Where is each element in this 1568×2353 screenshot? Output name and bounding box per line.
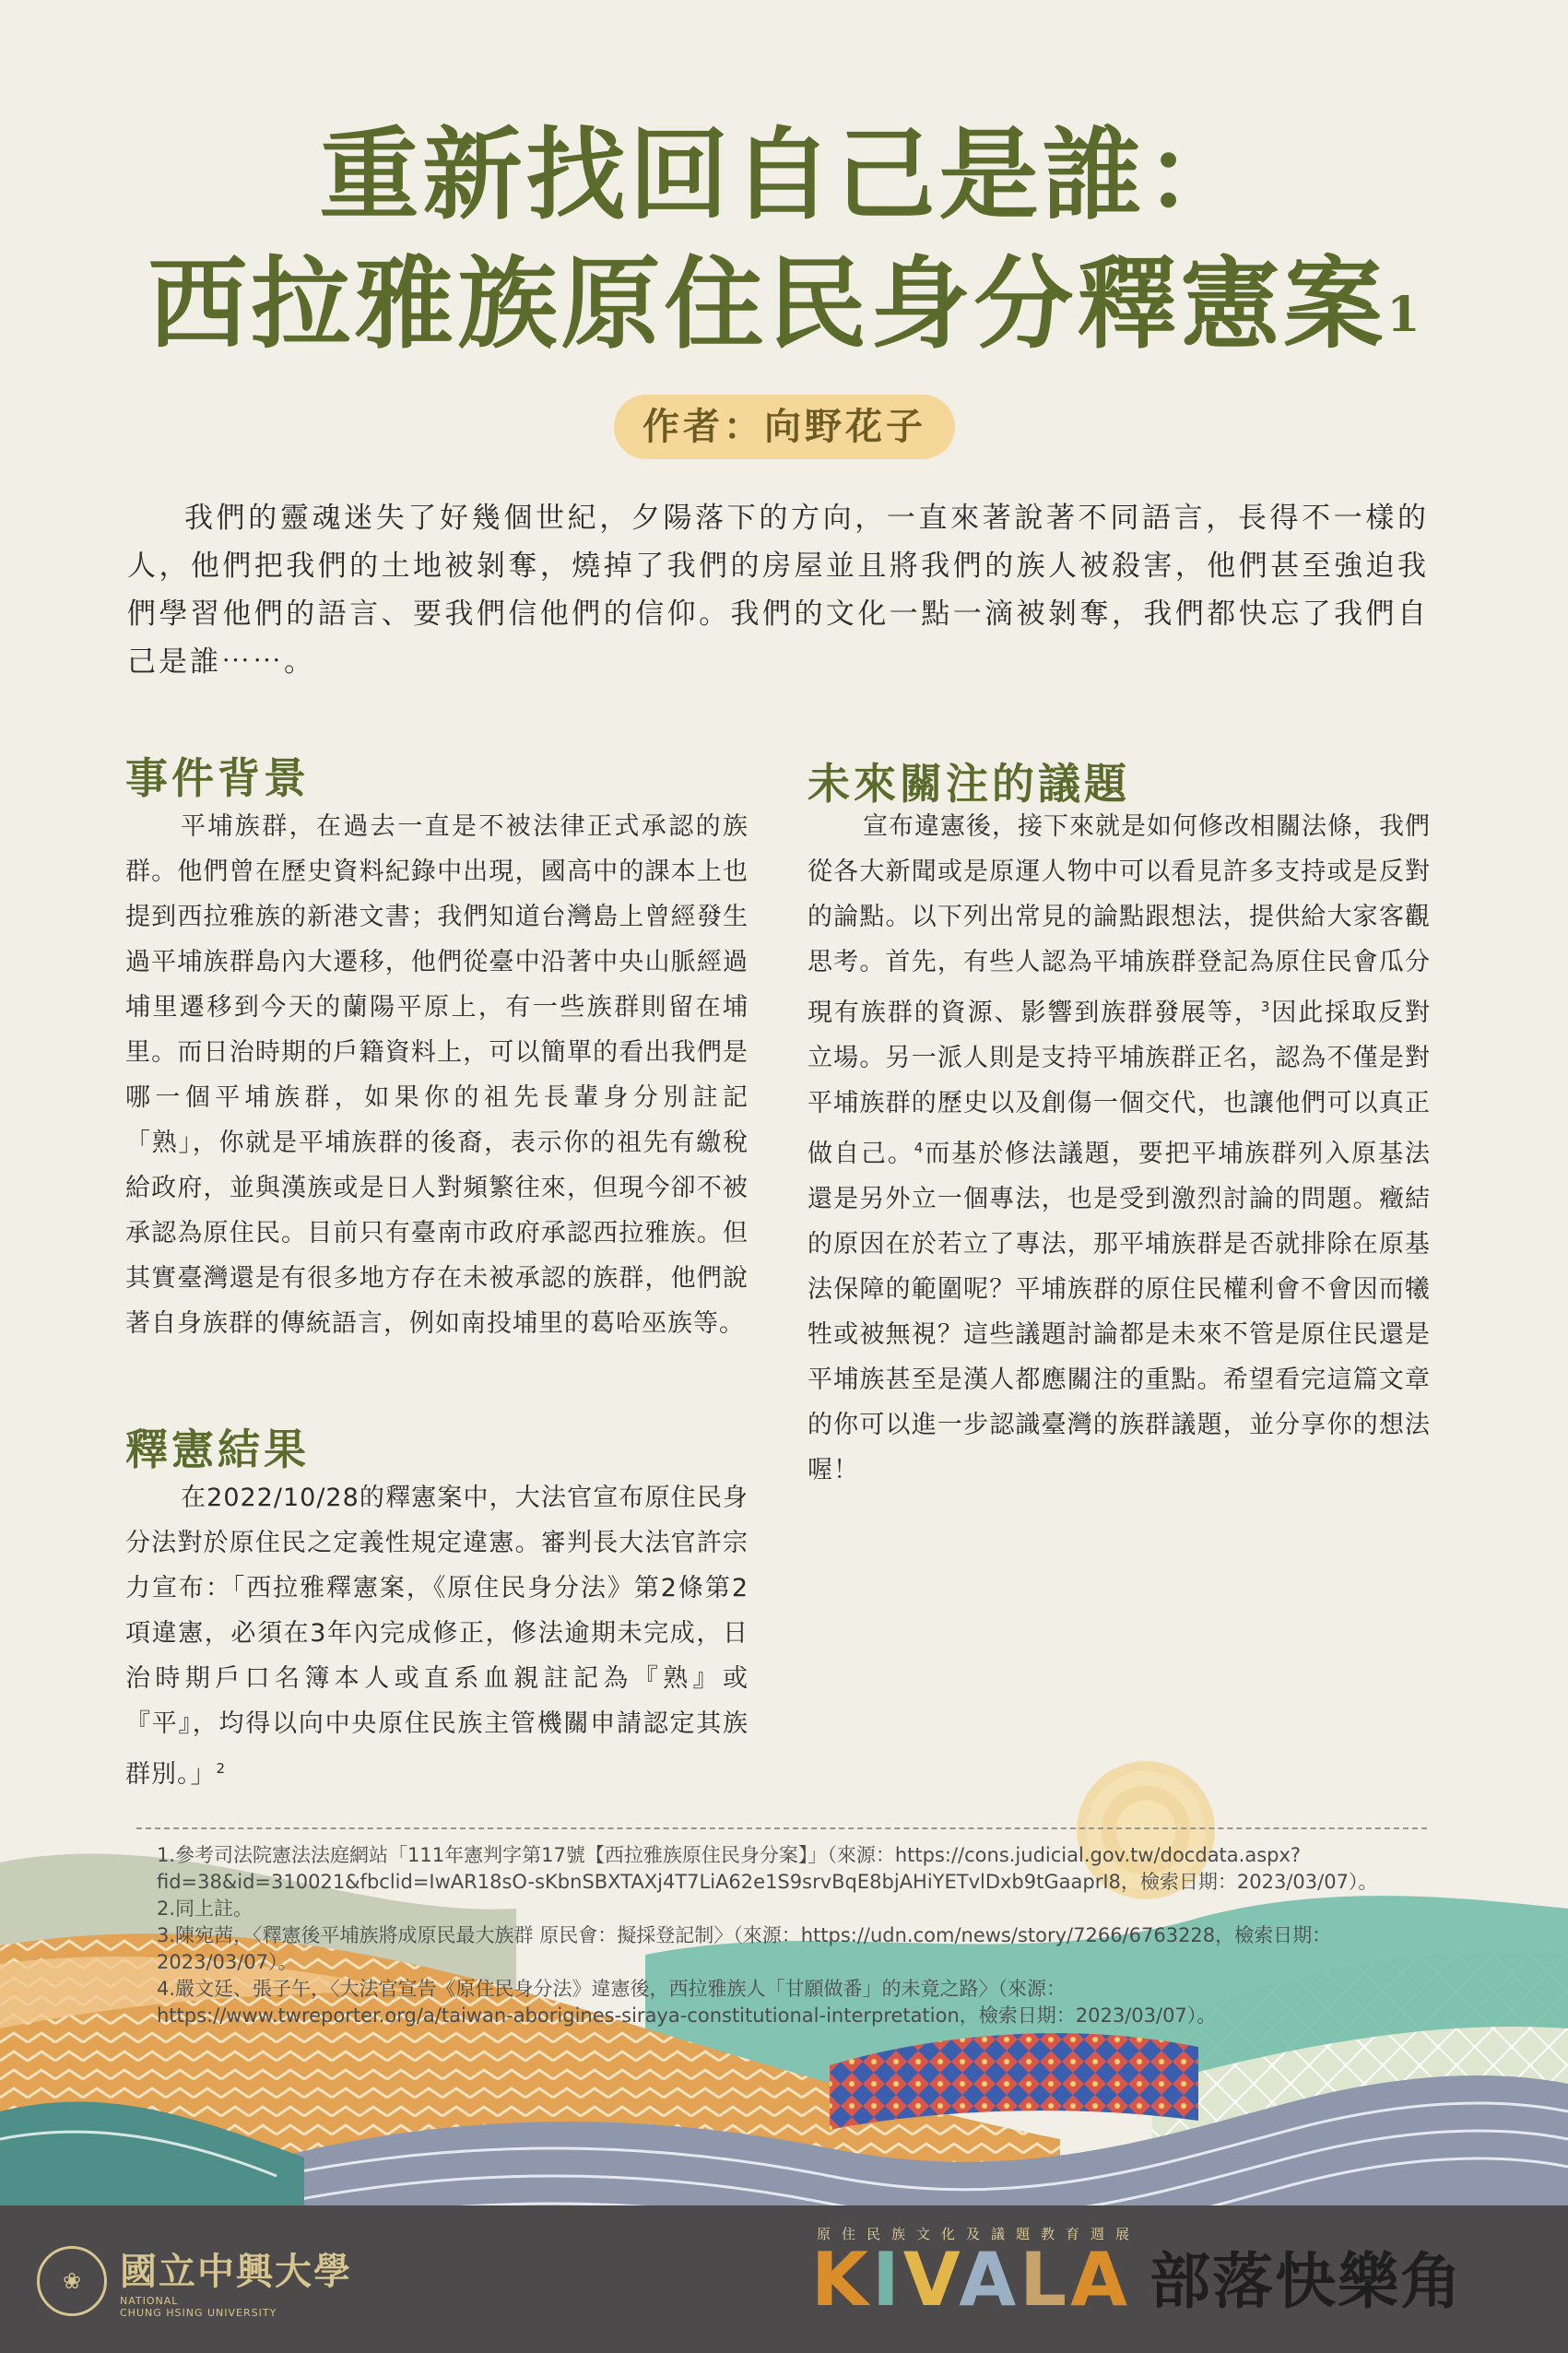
- footnote-ref-4: 4: [914, 1140, 925, 1156]
- university-name-en-1: NATIONAL: [120, 2295, 179, 2307]
- kivala-wordmark: KIVALA: [811, 2237, 1132, 2323]
- title-line-2: 西拉雅族原住民身分釋憲案$^1$: [147, 246, 1421, 362]
- title-line-1: 重新找回自己是誰：: [319, 117, 1249, 233]
- section-heading-background: 事件背景: [125, 753, 310, 803]
- university-name-en-2: CHUNG HSING UNIVERSITY: [120, 2307, 277, 2319]
- section-heading-result: 釋憲結果: [125, 1425, 310, 1474]
- section-heading-future: 未來關注的議題: [808, 759, 1130, 809]
- footnote-item: 4.嚴文廷、張子午，〈大法官宣告《原住民身分法》違憲後，西拉雅族人「甘願做番」的未竟之路〉（來源：https://www.twreporter.org/a/taiwan-aborigines-siraya-constitutional-interpretation，檢索日期：2023/03/07）。: [157, 1978, 1217, 2027]
- section-body-background: 平埔族群，在過去一直是不被法律正式承認的族群。他們曾在歷史資料紀錄中出現，國高中的課本上也提到西拉雅族的新港文書；我們知道台灣島上曾經發生過平埔族群島內大遷移，他們從臺中沿著中央山脈經過埔里遷移到今天的蘭陽平原上，有一些族群則留在埔里。而日治時期的戶籍資料上，可以簡單的看出我們是哪一個平埔族群，如果你的祖先長輩身分別註記「熟」，你就是平埔族群的後裔，表示你的祖先有繳稅給政府，並與漢族或是日人對頻繁往來，但現今卻不被承認為原住民。目前只有臺南市政府承認西拉雅族。但其實臺灣還是有很多地方存在未被承認的族群，他們說著自身族群的傳統語言，例如南投埔里的葛哈巫族等。: [125, 812, 749, 1338]
- footnote-ref-3: 3: [1260, 999, 1271, 1015]
- program-name-small: 原住民族文化及議題教育週展: [817, 2226, 1141, 2242]
- section-body-future: 宣布違憲後，接下來就是如何修改相關法條，我們從各大新聞或是原運人物中可以看見許多支持或是反對的論點。以下列出常見的論點跟想法，提供給大家客觀思考。首先，有些人認為平埔族群登記為原住民會瓜分現有族群的資源、影響到族群發展等，$^3$因此採取反對立場。另一派人則是支持平埔族群正名，認為不僅是對平埔族群的歷史以及創傷一個交代，也讓他們可以真正做自己。$^4$而基於修法議題，要把平埔族群列入原基法還是另外立一個專法，也是受到激烈討論的問題。癥結的原因在於若立了專法，那平埔族群是否就排除在原基法保障的範圍呢？平埔族群的原住民權利會不會因而犧牲或被無視？這些議題討論都是未來不管是原住民還是平埔族甚至是漢人都應關注的重點。希望看完這篇文章的你可以進一步認識臺灣的族群議題，並分享你的想法喔！: [808, 812, 1432, 1484]
- footnote-item: 1.參考司法院憲法法庭網站「111年憲判字第17號【西拉雅族原住民身分案】」（來源：https://cons.judicial.gov.tw/docdata.aspx?fid=38&id=310021&fbclid=IwAR18sO-sKbnSBXTAXj4T7LiA62e1S9srvBqE8bjAHiYETvlDxb9tGaaprI8，檢索日期：2023/03/07）。: [157, 1844, 1378, 1893]
- footnote-item: 2.同上註。: [157, 1898, 253, 1920]
- university-logo: [37, 2242, 352, 2319]
- tribal-corner-title: 部落快樂角: [1149, 2245, 1464, 2317]
- title-footnote-mark: 1: [1386, 287, 1421, 343]
- university-name-cn: 國立中興大學: [120, 2250, 352, 2293]
- author-badge: 作者：向野花子: [614, 395, 955, 459]
- page-title: [0, 111, 1568, 369]
- footnote-ref-2: 2: [216, 1760, 227, 1777]
- footnotes: [157, 1842, 1420, 2029]
- intro-paragraph: 我們的靈魂迷失了好幾個世紀，夕陽落下的方向，一直來著說著不同語言，長得不一樣的人，他們把我們的土地被剝奪，燒掉了我們的房屋並且將我們的族人被殺害，他們甚至強迫我們學習他們的語言、要我們信他們的信仰。我們的文化一點一滴被剝奪，我們都快忘了我們自己是誰⋯⋯。: [127, 502, 1429, 679]
- kivala-logo: [811, 2224, 1464, 2323]
- university-seal-icon: ❀: [37, 2246, 107, 2316]
- footnote-item: 3.陳宛茜，〈釋憲後平埔族將成原民最大族群 原民會：擬採登記制〉（來源：https://udn.com/news/story/7266/6763228，檢索日期：2023/03/07）。: [157, 1924, 1332, 1973]
- section-body-result: 在2022/10/28的釋憲案中，大法官宣布原住民身分法對於原住民之定義性規定違憲。審判長大法官許宗力宣布：「西拉雅釋憲案，《原住民身分法》第2條第2項違憲，必須在3年內完成修正，修法逾期未完成，日治時期戶口名簿本人或直系血親註記為『熟』或『平』，均得以向中央原住民族主管機關申請認定其族群別。」$^2$: [125, 1484, 749, 1789]
